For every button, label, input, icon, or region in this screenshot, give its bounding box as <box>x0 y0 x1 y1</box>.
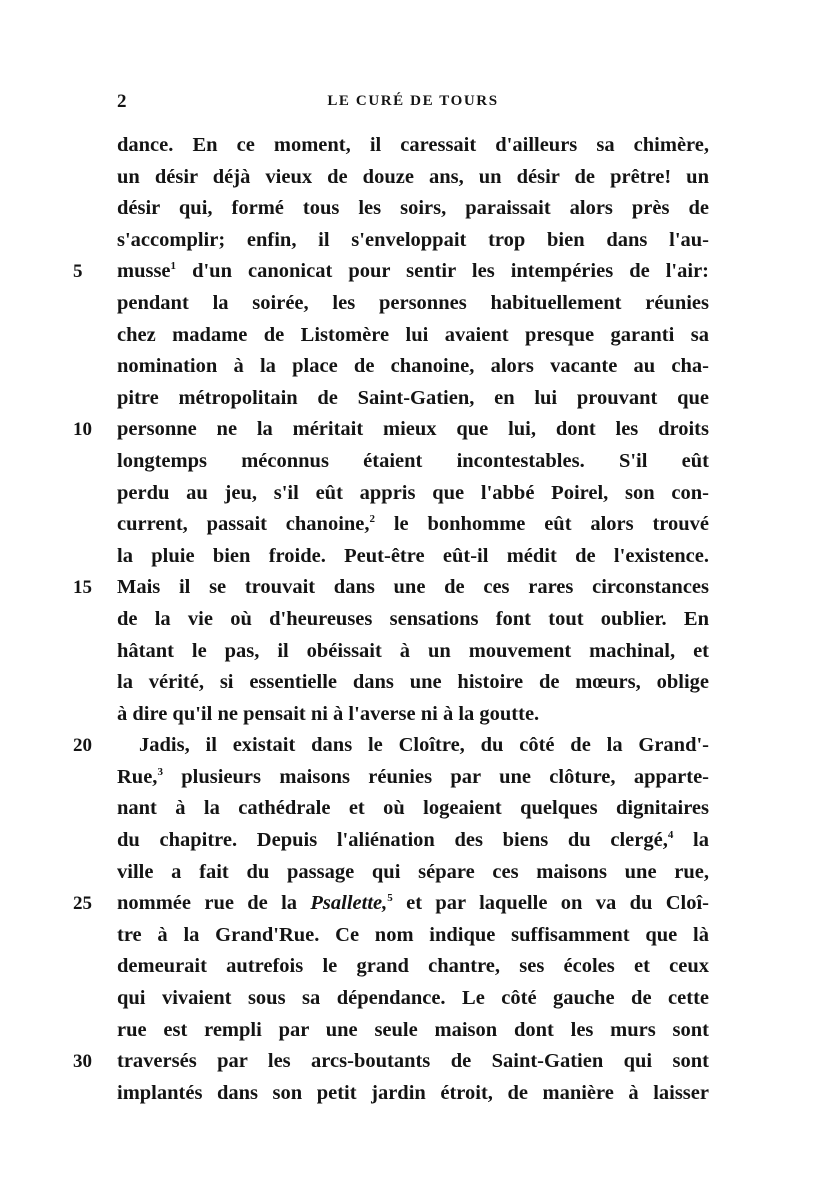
line-text: tre à la Grand'Rue. Ce nom indique suffisamment que là <box>117 923 709 946</box>
text-line <box>73 888 709 920</box>
body-text <box>73 130 709 1109</box>
line-number: 15 <box>73 577 92 599</box>
text-line <box>117 667 709 699</box>
text-line <box>117 162 709 194</box>
line-text: traversés par les arcs-boutants de Saint-Gatien qui sont <box>117 1050 709 1073</box>
text-line <box>117 509 709 541</box>
footnote-marker: 3 <box>157 765 163 778</box>
line-text: qui vivaient sous sa dépendance. Le côté gauche de cette <box>117 987 709 1010</box>
line-text: perdu au jeu, s'il eût appris que l'abbé Poirel, son con- <box>117 481 709 504</box>
page-header <box>117 91 709 115</box>
line-text: chez madame de Listomère lui avaient presque garanti sa <box>117 323 709 346</box>
page-number: 2 <box>117 91 127 112</box>
line-number: 10 <box>73 419 92 441</box>
line-text: implantés dans son petit jardin étroit, de manière à laisser <box>117 1081 709 1104</box>
text-fragment: le bonhomme eût alors trouvé <box>375 513 709 536</box>
text-line <box>117 762 709 794</box>
text-line <box>117 225 709 257</box>
line-text: nant à la cathédrale et où logeaient quelques dignitaires <box>117 797 709 820</box>
text-fragment: d'un canonicat pour sentir les intempéries de l'air: <box>176 260 709 283</box>
text-fragment: musse <box>117 260 171 283</box>
line-number: 25 <box>73 893 92 915</box>
footnote-marker: 1 <box>170 260 177 273</box>
text-line <box>117 288 709 320</box>
line-text <box>117 825 709 857</box>
text-line <box>117 446 709 478</box>
line-text: longtemps méconnus étaient incontestables. S'il eût <box>117 449 709 472</box>
text-fragment: nommée rue de la <box>117 892 311 915</box>
line-text <box>117 256 709 288</box>
text-fragment: du chapitre. Depuis l'aliénation des biens du clergé, <box>117 829 668 852</box>
text-line <box>117 951 709 983</box>
text-line <box>117 920 709 952</box>
text-line <box>117 478 709 510</box>
italic-term: Psallette, <box>310 892 388 915</box>
footnote-marker: 4 <box>667 829 674 842</box>
text-line <box>117 383 709 415</box>
line-text: nomination à la place de chanoine, alors vacante au cha- <box>117 355 709 378</box>
text-fragment: plusieurs maisons réunies par une clôture, apparte- <box>162 765 709 788</box>
text-line <box>73 1046 709 1078</box>
footnote-marker: 5 <box>387 892 393 905</box>
text-line <box>117 825 709 857</box>
line-text: personne ne la méritait mieux que lui, dont les droits <box>117 418 709 441</box>
line-text: à dire qu'il ne pensait ni à l'averse ni à la goutte. <box>117 702 540 725</box>
text-line <box>117 130 709 162</box>
line-text: hâtant le pas, il obéissait à un mouvement machinal, et <box>117 639 709 662</box>
text-fragment: et par laquelle on va du Cloî- <box>392 892 709 915</box>
line-text <box>117 762 709 794</box>
text-fragment: Rue, <box>117 765 158 788</box>
text-line <box>73 414 709 446</box>
line-text: dance. En ce moment, il caressait d'ailleurs sa chimère, <box>117 134 709 156</box>
text-line <box>73 730 709 762</box>
text-line <box>117 193 709 225</box>
line-text: pitre métropolitain de Saint-Gatien, en lui prouvant que <box>117 386 709 409</box>
line-text: un désir déjà vieux de douze ans, un désir de prêtre! un <box>117 165 709 188</box>
line-text: de la vie où d'heureuses sensations font tout oublier. En <box>117 607 709 630</box>
text-line <box>117 351 709 383</box>
line-text: Mais il se trouvait dans une de ces rares circonstances <box>117 576 709 599</box>
text-line <box>117 541 709 573</box>
line-number: 30 <box>73 1051 92 1073</box>
text-line <box>117 1015 709 1047</box>
text-line <box>117 793 709 825</box>
line-text: la pluie bien froide. Peut-être eût-il médit de l'existence. <box>117 544 709 567</box>
text-line <box>117 1078 709 1110</box>
line-number: 20 <box>73 735 92 757</box>
line-text: rue est rempli par une seule maison dont les murs sont <box>117 1018 709 1041</box>
text-line <box>117 857 709 889</box>
text-line <box>117 699 709 731</box>
line-text: Jadis, il existait dans le Cloître, du côté de la Grand'- <box>139 734 709 757</box>
text-fragment: la <box>673 829 709 852</box>
line-text <box>117 509 709 541</box>
text-fragment: current, passait chanoine, <box>117 513 370 536</box>
footnote-marker: 2 <box>369 513 376 526</box>
text-line <box>117 983 709 1015</box>
line-text: désir qui, formé tous les soirs, paraissait alors près de <box>117 197 709 220</box>
line-text <box>117 888 709 920</box>
line-number: 5 <box>73 261 83 283</box>
text-line <box>117 320 709 352</box>
text-line <box>117 636 709 668</box>
line-text: la vérité, si essentielle dans une histoire de mœurs, oblige <box>117 671 709 694</box>
line-text: ville a fait du passage qui sépare ces maisons une rue, <box>117 860 709 883</box>
line-text: pendant la soirée, les personnes habituellement réunies <box>117 291 709 314</box>
line-text: s'accomplir; enfin, il s'enveloppait trop bien dans l'au- <box>117 228 709 251</box>
text-line <box>73 572 709 604</box>
line-text: demeurait autrefois le grand chantre, ses écoles et ceux <box>117 955 709 978</box>
text-line <box>73 256 709 288</box>
running-title: LE CURÉ DE TOURS <box>327 93 499 109</box>
text-line <box>117 604 709 636</box>
